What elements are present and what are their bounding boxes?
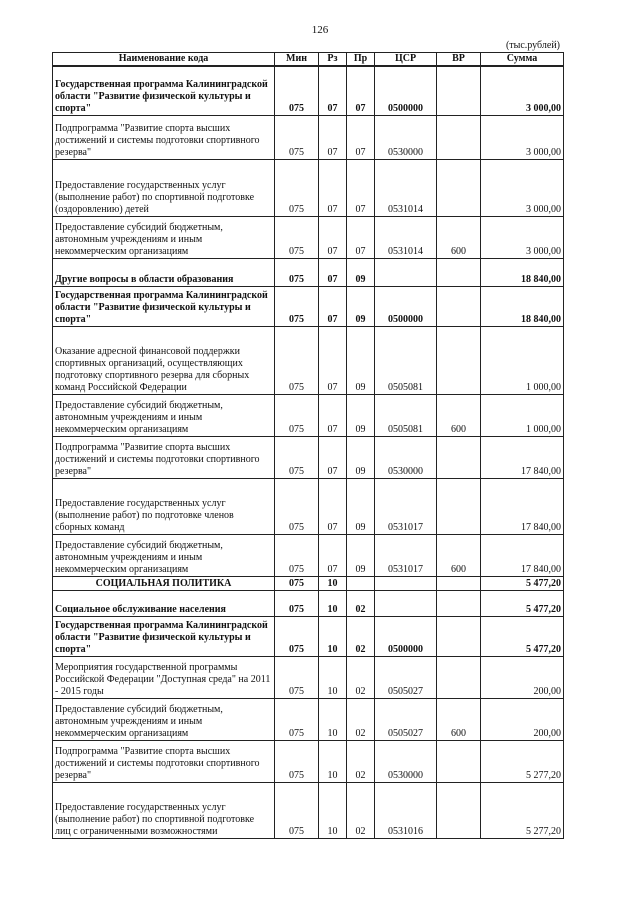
row-sum: 1 000,00 [481, 326, 564, 394]
row-rz: 07 [319, 115, 347, 159]
table-row [53, 534, 564, 576]
row-vr [437, 616, 481, 656]
row-name: Предоставление субсидий бюджетным, автономным учреждениям и иным некоммерческим организациям [53, 698, 275, 740]
row-pr: 02 [347, 782, 375, 838]
row-rz: 10 [319, 656, 347, 698]
row-sum: 18 840,00 [481, 286, 564, 326]
row-rz: 07 [319, 286, 347, 326]
table-row [53, 590, 564, 616]
row-name: Предоставление государственных услуг (выполнение работ) по спортивной подготовке (оздоровлению) детей [53, 159, 275, 216]
row-vr: 600 [437, 698, 481, 740]
row-csr: 0505027 [375, 698, 437, 740]
table-row [53, 436, 564, 478]
table-row [53, 656, 564, 698]
row-sum: 17 840,00 [481, 478, 564, 534]
row-sum: 1 000,00 [481, 394, 564, 436]
row-csr: 0531017 [375, 534, 437, 576]
row-rz: 07 [319, 394, 347, 436]
row-pr: 07 [347, 159, 375, 216]
row-min: 075 [275, 782, 319, 838]
row-name: Подпрограмма "Развитие спорта высших достижений и системы подготовки спортивного резерва" [53, 115, 275, 159]
header-csr: ЦСР [375, 53, 437, 67]
row-name: Подпрограмма "Развитие спорта высших достижений и системы подготовки спортивного резерва" [53, 740, 275, 782]
row-sum: 17 840,00 [481, 436, 564, 478]
row-pr: 09 [347, 286, 375, 326]
row-name: Предоставление субсидий бюджетным, автономным учреждениям и иным некоммерческим организациям [53, 216, 275, 258]
header-name: Наименование кода [53, 53, 275, 67]
table-row [53, 782, 564, 838]
row-pr: 02 [347, 698, 375, 740]
row-csr: 0530000 [375, 740, 437, 782]
row-sum: 5 277,20 [481, 782, 564, 838]
row-min: 075 [275, 216, 319, 258]
table-row [53, 66, 564, 115]
row-pr: 02 [347, 590, 375, 616]
row-csr: 0531014 [375, 159, 437, 216]
row-vr [437, 286, 481, 326]
row-min: 075 [275, 656, 319, 698]
row-pr: 09 [347, 478, 375, 534]
row-rz: 10 [319, 698, 347, 740]
row-csr: 0500000 [375, 616, 437, 656]
row-vr [437, 782, 481, 838]
header-vr: ВР [437, 53, 481, 67]
row-sum: 200,00 [481, 698, 564, 740]
row-min: 075 [275, 394, 319, 436]
row-name: Оказание адресной финансовой поддержки спортивных организаций, осуществляющих подготовку спортивного резерва для сборных команд Российской Федерации [53, 326, 275, 394]
table-row [53, 576, 564, 590]
row-min: 075 [275, 159, 319, 216]
table-header-row [53, 53, 564, 67]
row-vr [437, 656, 481, 698]
row-pr: 09 [347, 326, 375, 394]
row-csr: 0531017 [375, 478, 437, 534]
units-label: (тыс.рублей) [505, 40, 560, 51]
row-name: Подпрограмма "Развитие спорта высших достижений и системы подготовки спортивного резерва" [53, 436, 275, 478]
row-min: 075 [275, 576, 319, 590]
table-row [53, 326, 564, 394]
row-sum: 18 840,00 [481, 258, 564, 286]
row-csr: 0505081 [375, 326, 437, 394]
row-min: 075 [275, 698, 319, 740]
row-rz: 07 [319, 66, 347, 115]
table-row [53, 740, 564, 782]
row-name: Государственная программа Калининградской области "Развитие физической культуры и спорта" [53, 286, 275, 326]
row-rz: 10 [319, 740, 347, 782]
table-row [53, 478, 564, 534]
header-sum: Сумма [481, 53, 564, 67]
row-sum: 3 000,00 [481, 66, 564, 115]
row-vr [437, 590, 481, 616]
row-csr: 0505081 [375, 394, 437, 436]
row-csr: 0531016 [375, 782, 437, 838]
row-csr: 0530000 [375, 436, 437, 478]
row-csr [375, 258, 437, 286]
row-min: 075 [275, 534, 319, 576]
table-row [53, 394, 564, 436]
row-name: Предоставление государственных услуг (выполнение работ) по спортивной подготовке лиц с ограниченными возможностями [53, 782, 275, 838]
row-min: 075 [275, 616, 319, 656]
row-vr [437, 115, 481, 159]
row-vr [437, 576, 481, 590]
row-sum: 5 277,20 [481, 740, 564, 782]
table-row [53, 616, 564, 656]
row-vr: 600 [437, 216, 481, 258]
row-sum: 17 840,00 [481, 534, 564, 576]
row-name: Государственная программа Калининградской области "Развитие физической культуры и спорта" [53, 616, 275, 656]
row-sum: 200,00 [481, 656, 564, 698]
row-rz: 07 [319, 326, 347, 394]
row-name: Предоставление государственных услуг (выполнение работ) по подготовке членов сборных команд [53, 478, 275, 534]
table-row [53, 258, 564, 286]
row-rz: 07 [319, 478, 347, 534]
row-name: Мероприятия государственной программы Российской Федерации "Доступная среда" на 2011 - 2015 годы [53, 656, 275, 698]
header-rz: Рз [319, 53, 347, 67]
row-rz: 07 [319, 216, 347, 258]
row-pr: 02 [347, 616, 375, 656]
row-min: 075 [275, 478, 319, 534]
row-rz: 10 [319, 590, 347, 616]
row-csr: 0531014 [375, 216, 437, 258]
row-rz: 07 [319, 159, 347, 216]
row-min: 075 [275, 66, 319, 115]
row-vr: 600 [437, 394, 481, 436]
budget-table [52, 52, 564, 839]
row-name: СОЦИАЛЬНАЯ ПОЛИТИКА [53, 576, 275, 590]
table-row [53, 216, 564, 258]
row-pr: 07 [347, 66, 375, 115]
row-name: Предоставление субсидий бюджетным, автономным учреждениям и иным некоммерческим организациям [53, 534, 275, 576]
row-pr [347, 576, 375, 590]
header-min: Мин [275, 53, 319, 67]
row-vr [437, 478, 481, 534]
row-vr [437, 740, 481, 782]
table-row [53, 698, 564, 740]
row-pr: 09 [347, 534, 375, 576]
row-rz: 07 [319, 258, 347, 286]
row-min: 075 [275, 115, 319, 159]
row-rz: 10 [319, 616, 347, 656]
row-sum: 3 000,00 [481, 159, 564, 216]
row-vr: 600 [437, 534, 481, 576]
row-min: 075 [275, 326, 319, 394]
page-number: 126 [311, 24, 329, 36]
row-csr [375, 576, 437, 590]
row-csr: 0530000 [375, 115, 437, 159]
table-row [53, 286, 564, 326]
row-name: Предоставление субсидий бюджетным, автономным учреждениям и иным некоммерческим организациям [53, 394, 275, 436]
row-rz: 07 [319, 534, 347, 576]
row-sum: 3 000,00 [481, 216, 564, 258]
row-min: 075 [275, 740, 319, 782]
row-sum: 5 477,20 [481, 590, 564, 616]
row-min: 075 [275, 286, 319, 326]
row-rz: 10 [319, 576, 347, 590]
row-csr [375, 590, 437, 616]
row-name: Государственная программа Калининградской области "Развитие физической культуры и спорта" [53, 66, 275, 115]
row-rz: 07 [319, 436, 347, 478]
row-pr: 09 [347, 394, 375, 436]
table-row [53, 159, 564, 216]
row-vr [437, 326, 481, 394]
row-vr [437, 258, 481, 286]
row-csr: 0500000 [375, 286, 437, 326]
row-min: 075 [275, 258, 319, 286]
row-sum: 3 000,00 [481, 115, 564, 159]
row-pr: 02 [347, 656, 375, 698]
row-csr: 0500000 [375, 66, 437, 115]
row-pr: 09 [347, 436, 375, 478]
row-rz: 10 [319, 782, 347, 838]
row-sum: 5 477,20 [481, 616, 564, 656]
row-sum: 5 477,20 [481, 576, 564, 590]
row-pr: 09 [347, 258, 375, 286]
row-min: 075 [275, 436, 319, 478]
row-name: Социальное обслуживание населения [53, 590, 275, 616]
row-csr: 0505027 [375, 656, 437, 698]
row-vr [437, 159, 481, 216]
row-name: Другие вопросы в области образования [53, 258, 275, 286]
row-min: 075 [275, 590, 319, 616]
row-pr: 07 [347, 216, 375, 258]
row-pr: 07 [347, 115, 375, 159]
row-vr [437, 436, 481, 478]
table-row [53, 115, 564, 159]
header-pr: Пр [347, 53, 375, 67]
row-vr [437, 66, 481, 115]
row-pr: 02 [347, 740, 375, 782]
